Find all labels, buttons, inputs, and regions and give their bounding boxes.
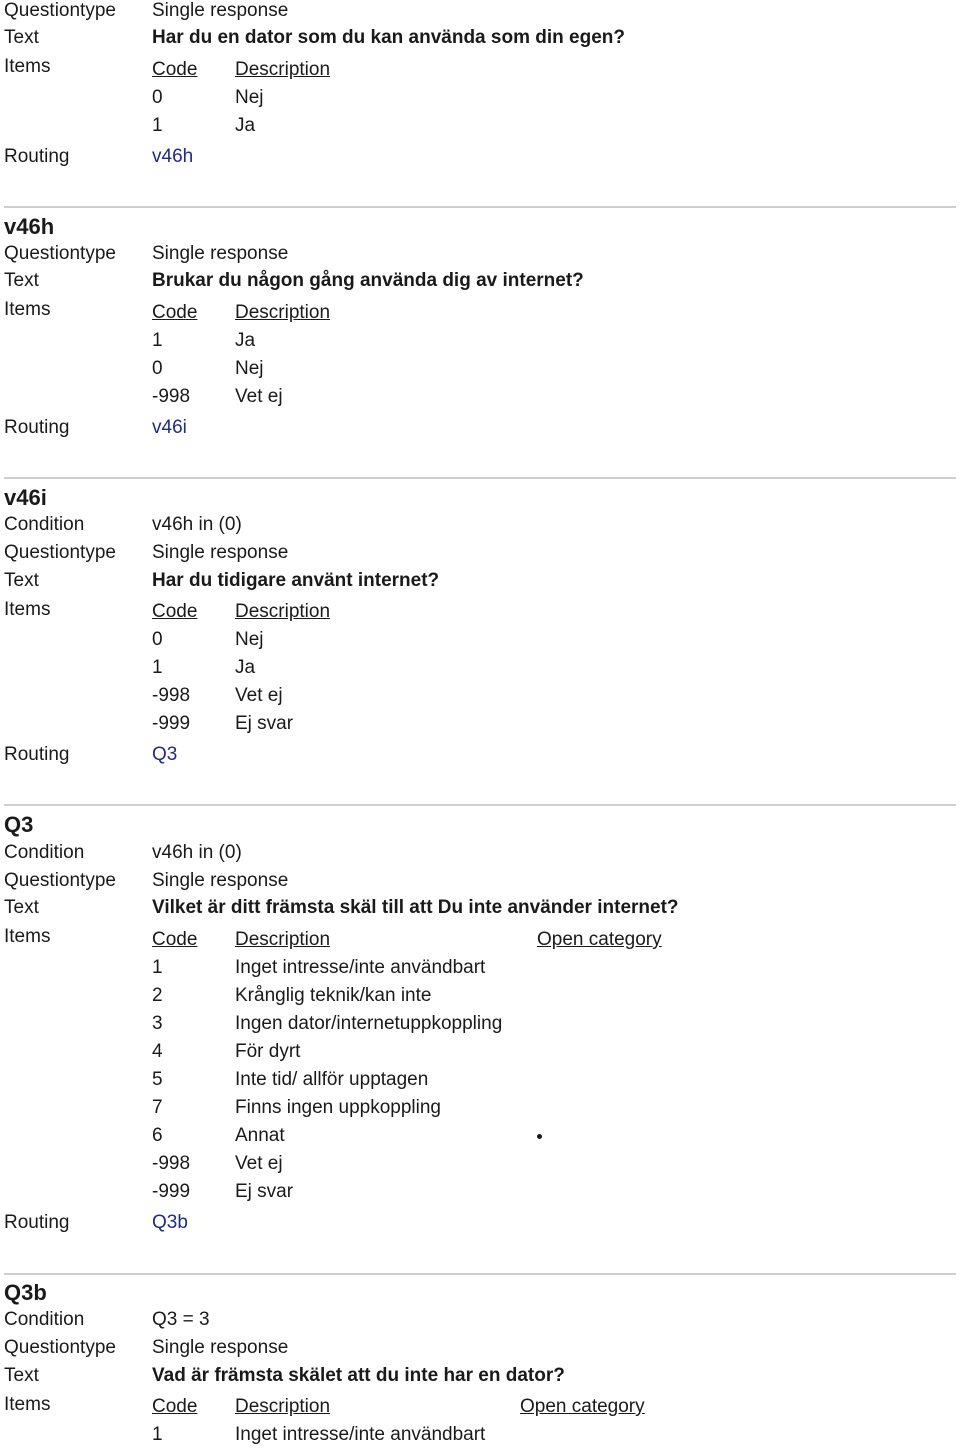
questiontype-label: Questiontype [4, 870, 116, 891]
items-label: Items [4, 599, 51, 620]
item-description: Krånglig teknik/kan inte [235, 985, 432, 1006]
code-header: Code [152, 929, 198, 950]
item-code: 5 [152, 1069, 163, 1090]
question-text: Har du en dator som du kan använda som din egen? [152, 27, 625, 48]
routing-link[interactable]: Q3b [152, 1212, 188, 1233]
item-description: För dyrt [235, 1041, 301, 1062]
item-code: 3 [152, 1013, 163, 1034]
open-category-header: Open category [520, 1396, 645, 1417]
questiontype-value: Single response [152, 0, 289, 21]
item-code: -998 [152, 1153, 191, 1174]
item-code: -998 [152, 386, 191, 407]
routing-label: Routing [4, 1212, 70, 1233]
routing-label: Routing [4, 417, 70, 438]
condition-value: v46h in (0) [152, 514, 242, 535]
question-text: Brukar du någon gång använda dig av internet? [152, 270, 584, 291]
item-description: Finns ingen uppkoppling [235, 1097, 441, 1118]
open-category-header: Open category [537, 929, 662, 950]
condition-label: Condition [4, 514, 85, 535]
description-header: Description [235, 1396, 331, 1417]
routing-label: Routing [4, 146, 70, 167]
code-header: Code [152, 59, 198, 80]
description-header: Description [235, 929, 331, 950]
questiontype-label: Questiontype [4, 542, 116, 563]
questiontype-value: Single response [152, 1337, 289, 1358]
items-label: Items [4, 299, 51, 320]
questiontype-label: Questiontype [4, 1337, 116, 1358]
code-header: Code [152, 601, 198, 622]
routing-link[interactable]: Q3 [152, 744, 178, 765]
item-code: 1 [152, 1424, 163, 1445]
item-code: 0 [152, 629, 163, 650]
code-header: Code [152, 302, 198, 323]
items-label: Items [4, 56, 51, 77]
condition-value: Q3 = 3 [152, 1309, 210, 1330]
item-description: Ja [235, 115, 256, 136]
item-description: Annat [235, 1125, 285, 1146]
text-label: Text [4, 570, 39, 591]
item-code: 1 [152, 115, 163, 136]
items-label: Items [4, 926, 51, 947]
item-description: Ej svar [235, 1181, 294, 1202]
item-description: Vet ej [235, 1153, 283, 1174]
item-code: -999 [152, 713, 191, 734]
condition-label: Condition [4, 842, 85, 863]
question-text: Har du tidigare använt internet? [152, 570, 440, 591]
condition-value: v46h in (0) [152, 842, 242, 863]
section-divider [4, 206, 956, 208]
questiontype-label: Questiontype [4, 0, 116, 21]
item-description: Vet ej [235, 386, 283, 407]
description-header: Description [235, 302, 331, 323]
text-label: Text [4, 897, 39, 918]
item-description: Inget intresse/inte användbart [235, 957, 486, 978]
item-code: 0 [152, 87, 163, 108]
condition-label: Condition [4, 1309, 85, 1330]
item-description: Ja [235, 657, 256, 678]
item-description: Nej [235, 87, 264, 108]
item-code: 0 [152, 358, 163, 379]
section-divider [4, 1273, 956, 1275]
item-code: 1 [152, 330, 163, 351]
item-description: Ej svar [235, 713, 294, 734]
questiontype-value: Single response [152, 870, 289, 891]
text-label: Text [4, 270, 39, 291]
item-code: 6 [152, 1125, 163, 1146]
text-label: Text [4, 27, 39, 48]
code-header: Code [152, 1396, 198, 1417]
question-id-heading: Q3b [4, 1280, 47, 1305]
open-category-bullet-icon [537, 1134, 542, 1139]
description-header: Description [235, 59, 331, 80]
items-label: Items [4, 1394, 51, 1415]
routing-link[interactable]: v46h [152, 146, 194, 167]
item-description: Vet ej [235, 685, 283, 706]
item-description: Inget intresse/inte användbart [235, 1424, 486, 1445]
item-description: Ja [235, 330, 256, 351]
item-code: -999 [152, 1181, 191, 1202]
question-id-heading: Q3 [4, 812, 34, 837]
item-code: 1 [152, 657, 163, 678]
question-id-heading: v46i [4, 485, 47, 510]
section-divider [4, 804, 956, 806]
item-code: 7 [152, 1097, 163, 1118]
questiontype-label: Questiontype [4, 243, 116, 264]
item-description: Nej [235, 629, 264, 650]
question-text: Vad är främsta skälet att du inte har en dator? [152, 1365, 565, 1386]
item-description: Ingen dator/internetuppkoppling [235, 1013, 503, 1034]
question-text: Vilket är ditt främsta skäl till att Du inte använder internet? [152, 897, 679, 918]
item-code: 4 [152, 1041, 163, 1062]
section-divider [4, 477, 956, 479]
text-label: Text [4, 1365, 39, 1386]
item-code: -998 [152, 685, 191, 706]
item-code: 1 [152, 957, 163, 978]
item-code: 2 [152, 985, 163, 1006]
questiontype-value: Single response [152, 542, 289, 563]
item-description: Nej [235, 358, 264, 379]
question-id-heading: v46h [4, 214, 55, 239]
item-description: Inte tid/ allför upptagen [235, 1069, 429, 1090]
description-header: Description [235, 601, 331, 622]
routing-label: Routing [4, 744, 70, 765]
questiontype-value: Single response [152, 243, 289, 264]
routing-link[interactable]: v46i [152, 417, 187, 438]
